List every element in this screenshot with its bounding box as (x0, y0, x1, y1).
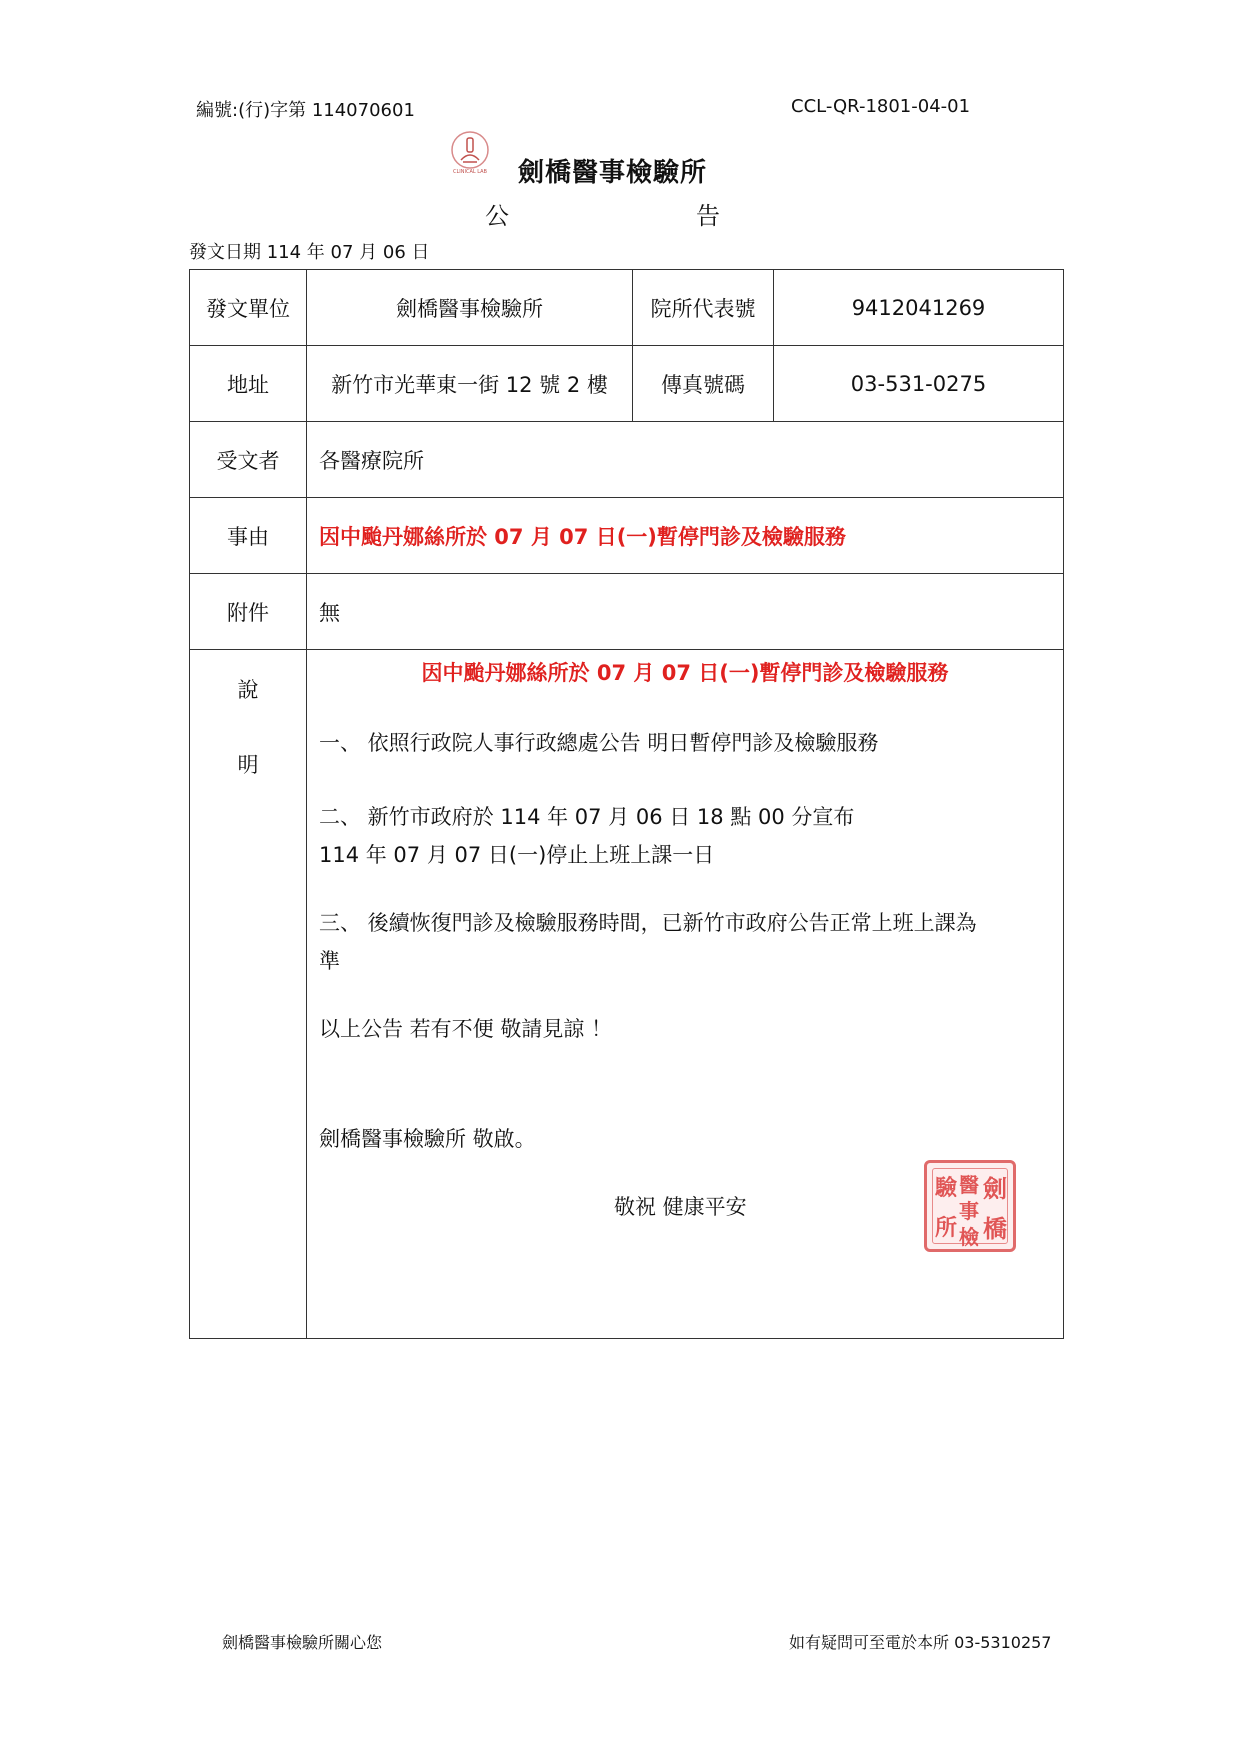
description-item-3-line-1: 三、 後續恢復門診及檢驗服務時間，已新竹市政府公告正常上班上課為 (319, 911, 977, 935)
row-attachment (190, 574, 1064, 650)
footer-left: 劍橋醫事檢驗所關心您 (222, 1633, 383, 1652)
page-title: 劍橋醫事檢驗所 (518, 158, 708, 188)
issuer-value: 劍橋醫事檢驗所 (307, 270, 633, 346)
document-number: 編號:(行)字第 114070601 (196, 100, 415, 121)
address-label: 地址 (190, 346, 307, 422)
description-item-2-line-1: 二、 新竹市政府於 114 年 07 月 06 日 18 點 00 分宣布 (319, 805, 855, 829)
clinic-logo (447, 130, 493, 176)
description-label (190, 650, 307, 1339)
logo-caption: CLINICAL LAB (452, 169, 488, 175)
subject-label: 事由 (190, 498, 307, 574)
address-value: 新竹市光華東一街 12 號 2 樓 (307, 346, 633, 422)
footer-right: 如有疑問可至電於本所 03-5310257 (789, 1633, 1052, 1652)
description-label-char-1: 說 (237, 678, 259, 702)
form-code: CCL-QR-1801-04-01 (791, 96, 971, 117)
closing-remark: 以上公告 若有不便 敬請見諒 ！ (319, 1017, 613, 1041)
recipient-value: 各醫療院所 (307, 422, 1064, 498)
clinic-code-value: 9412041269 (774, 270, 1064, 346)
clinic-code-label: 院所代表號 (633, 270, 774, 346)
description-heading: 因中颱丹娜絲所於 07 月 07 日(一)暫停門診及檢驗服務 (421, 661, 949, 685)
subtitle-char-1: 公 (485, 202, 509, 230)
issuer-label: 發文單位 (190, 270, 307, 346)
attachment-value: 無 (307, 574, 1064, 650)
row-recipient (190, 422, 1064, 498)
fax-label: 傳真號碼 (633, 346, 774, 422)
seal-char: 所 (935, 1215, 958, 1241)
attachment-label: 附件 (190, 574, 307, 650)
seal-char: 醫 (959, 1173, 979, 1197)
subject-value: 因中颱丹娜絲所於 07 月 07 日(一)暫停門診及檢驗服務 (307, 498, 1064, 574)
issue-date: 發文日期 114 年 07 月 06 日 (189, 242, 430, 263)
row-address (190, 346, 1064, 422)
official-seal (924, 1160, 1016, 1252)
seal-char: 事 (959, 1199, 979, 1223)
description-item-1: 一、 依照行政院人事行政總處公告 明日暫停門診及檢驗服務 (319, 731, 879, 755)
subtitle-char-2: 告 (696, 202, 720, 230)
signature-line: 劍橋醫事檢驗所 敬啟。 (319, 1127, 536, 1151)
seal-char: 驗 (935, 1175, 958, 1201)
seal-char: 檢 (959, 1225, 979, 1249)
recipient-label: 受文者 (190, 422, 307, 498)
fax-value: 03-531-0275 (774, 346, 1064, 422)
description-item-3-line-2: 準 (319, 949, 340, 973)
description-label-char-2: 明 (237, 753, 259, 777)
wishes-line: 敬祝 健康平安 (614, 1195, 747, 1219)
row-subject (190, 498, 1064, 574)
row-issuer (190, 270, 1064, 346)
description-item-2-line-2: 114 年 07 月 07 日(一)停止上班上課一日 (319, 843, 715, 867)
seal-char: 橋 (983, 1214, 1007, 1243)
seal-char: 劍 (983, 1174, 1007, 1203)
